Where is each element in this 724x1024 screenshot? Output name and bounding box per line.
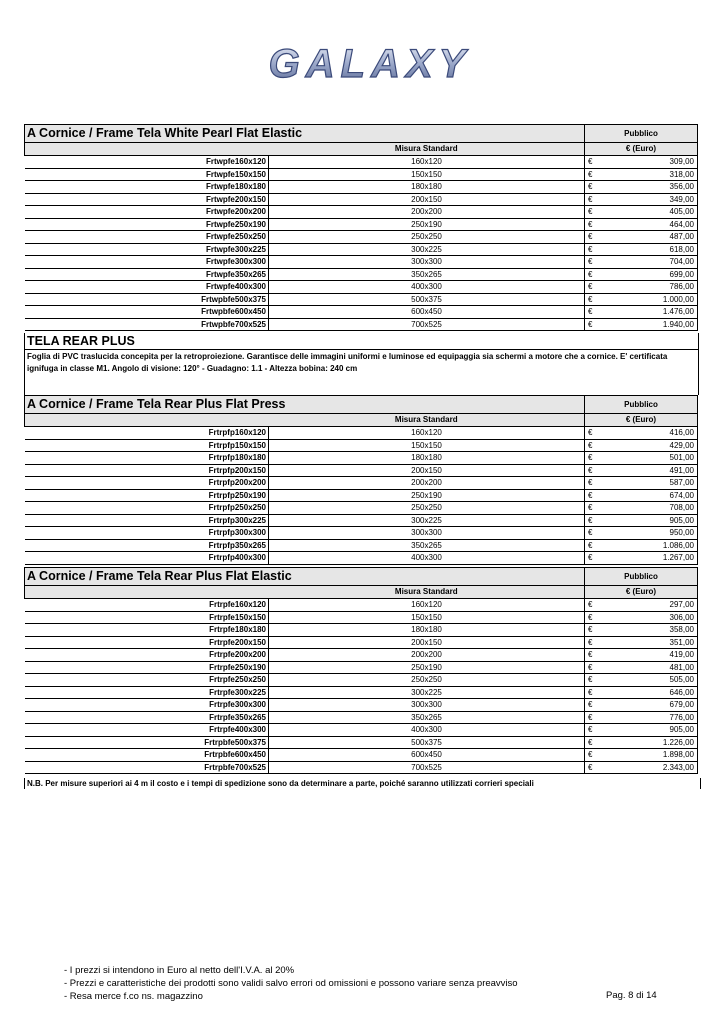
price-cell: 1.000,00	[597, 293, 698, 306]
table-row	[25, 502, 698, 515]
table-row	[25, 724, 698, 737]
currency-cell: €	[585, 477, 597, 490]
currency-cell: €	[585, 243, 597, 256]
product-code: Frtrpfe350x265	[25, 711, 269, 724]
table-row	[25, 293, 698, 306]
currency-cell: €	[585, 749, 597, 762]
product-code: Frtrpfe200x200	[25, 649, 269, 662]
price-cell: 905,00	[597, 724, 698, 737]
size-cell: 500x375	[269, 736, 585, 749]
product-code: Frtrpfp300x300	[25, 527, 269, 540]
table-row	[25, 193, 698, 206]
product-code: Frtwpfe150x150	[25, 168, 269, 181]
table-row	[25, 218, 698, 231]
table-row	[25, 256, 698, 269]
product-code: Frtwpbfe700x525	[25, 318, 269, 331]
price-section-rear-plus-press	[24, 395, 697, 565]
price-cell: 708,00	[597, 502, 698, 515]
price-cell: 1.226,00	[597, 736, 698, 749]
price-cell: 905,00	[597, 514, 698, 527]
currency-cell: €	[585, 489, 597, 502]
product-code: Frtwpfe180x180	[25, 181, 269, 194]
table-row	[25, 452, 698, 465]
currency-cell: €	[585, 611, 597, 624]
price-table	[24, 124, 698, 331]
galaxy-logo	[250, 44, 490, 84]
table-row	[25, 243, 698, 256]
currency-cell: €	[585, 502, 597, 515]
currency-cell: €	[585, 552, 597, 565]
currency-cell: €	[585, 281, 597, 294]
footer-notes	[64, 964, 518, 1003]
size-cell: 350x265	[269, 711, 585, 724]
table-row	[25, 699, 698, 712]
currency-cell: €	[585, 514, 597, 527]
product-code: Frtrpfe200x150	[25, 636, 269, 649]
currency-cell: €	[585, 231, 597, 244]
size-cell: 200x200	[269, 477, 585, 490]
product-code: Frtrpfp300x225	[25, 514, 269, 527]
product-code: Frtwpfe160x120	[25, 156, 269, 169]
price-cell: 481,00	[597, 661, 698, 674]
table-row	[25, 439, 698, 452]
currency-cell: €	[585, 711, 597, 724]
price-cell: 351,00	[597, 636, 698, 649]
product-code: Frtrpfe300x225	[25, 686, 269, 699]
misura-header: Misura Standard	[269, 143, 585, 156]
size-cell: 600x450	[269, 306, 585, 319]
size-cell: 400x300	[269, 552, 585, 565]
table-row	[25, 749, 698, 762]
product-code: Frtwpfe300x225	[25, 243, 269, 256]
table-row	[25, 306, 698, 319]
table-row	[25, 711, 698, 724]
price-cell: 1.898,00	[597, 749, 698, 762]
price-cell: 419,00	[597, 649, 698, 662]
page-number: Pag. 8 di 14	[606, 990, 657, 1001]
table-row	[25, 427, 698, 440]
table-row	[25, 686, 698, 699]
size-cell: 300x300	[269, 256, 585, 269]
table-row	[25, 661, 698, 674]
currency-cell: €	[585, 649, 597, 662]
size-cell: 150x150	[269, 439, 585, 452]
product-code: Frtrpfp160x120	[25, 427, 269, 440]
price-cell: 487,00	[597, 231, 698, 244]
size-cell: 300x300	[269, 527, 585, 540]
size-cell: 160x120	[269, 599, 585, 612]
size-cell: 400x300	[269, 281, 585, 294]
size-cell: 200x150	[269, 464, 585, 477]
size-cell: 250x190	[269, 489, 585, 502]
price-cell: 309,00	[597, 156, 698, 169]
price-cell: 405,00	[597, 206, 698, 219]
price-cell: 505,00	[597, 674, 698, 687]
misura-header: Misura Standard	[269, 586, 585, 599]
price-cell: 786,00	[597, 281, 698, 294]
currency-cell: €	[585, 452, 597, 465]
table-row	[25, 599, 698, 612]
price-cell: 501,00	[597, 452, 698, 465]
table-row	[25, 489, 698, 502]
product-code: Frtrpfp150x150	[25, 439, 269, 452]
product-code: Frtrpfe150x150	[25, 611, 269, 624]
price-cell: 349,00	[597, 193, 698, 206]
price-cell: 297,00	[597, 599, 698, 612]
price-cell: 491,00	[597, 464, 698, 477]
misura-header: Misura Standard	[269, 414, 585, 427]
size-cell: 150x150	[269, 168, 585, 181]
table-row	[25, 318, 698, 331]
product-code: Frtrpbfe600x450	[25, 749, 269, 762]
currency-cell: €	[585, 661, 597, 674]
table-row	[25, 611, 698, 624]
price-cell: 1.476,00	[597, 306, 698, 319]
size-cell: 350x265	[269, 539, 585, 552]
table-row	[25, 636, 698, 649]
product-code: Frtrpfe300x300	[25, 699, 269, 712]
price-cell: 2.343,00	[597, 761, 698, 774]
size-cell: 700x525	[269, 761, 585, 774]
price-cell: 356,00	[597, 181, 698, 194]
currency-cell: €	[585, 193, 597, 206]
tela-rear-plus-description: Foglia di PVC traslucida concepita per la retroproiezione. Garantisce delle immagini uniformi e luminose ed equipaggia sia schermi a motore che a cornice. E' certificata ignifuga in classe M1. Angolo di visione: 120° - Guadagno: 1.1 - Altezza bobina: 240 cm	[27, 352, 668, 373]
product-code: Frtrpfp250x190	[25, 489, 269, 502]
currency-cell: €	[585, 218, 597, 231]
svg-text:GALAXY: GALAXY	[268, 44, 472, 84]
table-row	[25, 624, 698, 637]
size-cell: 300x225	[269, 243, 585, 256]
currency-cell: €	[585, 674, 597, 687]
currency-cell: €	[585, 527, 597, 540]
product-code: Frtrpbfe700x525	[25, 761, 269, 774]
currency-cell: €	[585, 293, 597, 306]
price-cell: 618,00	[597, 243, 698, 256]
product-code: Frtwpfe300x300	[25, 256, 269, 269]
price-cell: 646,00	[597, 686, 698, 699]
currency-cell: €	[585, 624, 597, 637]
price-section-rear-plus-elastic	[24, 567, 697, 774]
size-cell: 250x190	[269, 218, 585, 231]
table-row	[25, 281, 698, 294]
price-cell: 587,00	[597, 477, 698, 490]
product-code: Frtwpfe350x265	[25, 268, 269, 281]
size-cell: 300x225	[269, 686, 585, 699]
currency-cell: €	[585, 156, 597, 169]
currency-cell: €	[585, 736, 597, 749]
pubblico-header: Pubblico	[585, 125, 698, 143]
product-code: Frtrpfe160x120	[25, 599, 269, 612]
table-row	[25, 231, 698, 244]
price-section-white-pearl	[24, 124, 697, 331]
product-code: Frtrpfp250x250	[25, 502, 269, 515]
currency-cell: €	[585, 427, 597, 440]
product-code: Frtwpfe200x200	[25, 206, 269, 219]
tela-rear-plus-block	[24, 333, 699, 395]
price-cell: 704,00	[597, 256, 698, 269]
price-cell: 679,00	[597, 699, 698, 712]
footer-line: - Prezzi e caratteristiche dei prodotti sono validi salvo errori od omissioni e possono variare senza preavviso	[64, 978, 518, 989]
size-cell: 400x300	[269, 724, 585, 737]
size-cell: 180x180	[269, 452, 585, 465]
price-cell: 358,00	[597, 624, 698, 637]
size-cell: 300x225	[269, 514, 585, 527]
currency-cell: €	[585, 699, 597, 712]
footer-line: - Resa merce f.co ns. magazzino	[64, 991, 203, 1002]
pubblico-header: Pubblico	[585, 568, 698, 586]
price-cell: 318,00	[597, 168, 698, 181]
price-cell: 1.086,00	[597, 539, 698, 552]
shipping-note: N.B. Per misure superiori ai 4 m il costo e i tempi di spedizione sono da determinare a parte, poiché saranno utilizzati corrieri speciali	[24, 778, 701, 789]
currency-cell: €	[585, 318, 597, 331]
price-table	[24, 567, 698, 774]
currency-cell: €	[585, 306, 597, 319]
product-code: Frtrpfp350x265	[25, 539, 269, 552]
product-code: Frtrpbfe500x375	[25, 736, 269, 749]
size-cell: 200x150	[269, 636, 585, 649]
table-row	[25, 206, 698, 219]
currency-cell: €	[585, 439, 597, 452]
product-code: Frtwpfe200x150	[25, 193, 269, 206]
currency-cell: €	[585, 256, 597, 269]
product-code: Frtrpfp180x180	[25, 452, 269, 465]
size-cell: 300x300	[269, 699, 585, 712]
price-cell: 416,00	[597, 427, 698, 440]
currency-cell: €	[585, 268, 597, 281]
product-code: Frtwpfe250x250	[25, 231, 269, 244]
currency-cell: €	[585, 206, 597, 219]
product-code: Frtrpfe250x250	[25, 674, 269, 687]
product-code: Frtwpfe250x190	[25, 218, 269, 231]
footer-line: - I prezzi si intendono in Euro al netto dell'I.V.A. al 20%	[64, 965, 295, 976]
price-cell: 776,00	[597, 711, 698, 724]
currency-cell: €	[585, 761, 597, 774]
product-code: Frtrpfe400x300	[25, 724, 269, 737]
table-row	[25, 649, 698, 662]
table-row	[25, 552, 698, 565]
size-cell: 180x180	[269, 624, 585, 637]
euro-header: € (Euro)	[585, 414, 698, 427]
pubblico-header: Pubblico	[585, 396, 698, 414]
size-cell: 600x450	[269, 749, 585, 762]
currency-cell: €	[585, 686, 597, 699]
table-row	[25, 527, 698, 540]
size-cell: 160x120	[269, 156, 585, 169]
product-code: Frtrpfp200x200	[25, 477, 269, 490]
table-row	[25, 514, 698, 527]
section-title: A Cornice / Frame Tela Rear Plus Flat Press	[25, 396, 585, 414]
currency-cell: €	[585, 464, 597, 477]
product-code: Frtrpfe250x190	[25, 661, 269, 674]
currency-cell: €	[585, 539, 597, 552]
price-cell: 674,00	[597, 489, 698, 502]
size-cell: 700x525	[269, 318, 585, 331]
table-row	[25, 674, 698, 687]
section-title: A Cornice / Frame Tela Rear Plus Flat Elastic	[25, 568, 585, 586]
product-code: Frtrpfp200x150	[25, 464, 269, 477]
currency-cell: €	[585, 168, 597, 181]
price-cell: 950,00	[597, 527, 698, 540]
size-cell: 250x250	[269, 502, 585, 515]
product-code: Frtrpfp400x300	[25, 552, 269, 565]
table-row	[25, 477, 698, 490]
size-cell: 250x250	[269, 231, 585, 244]
price-cell: 1.267,00	[597, 552, 698, 565]
table-row	[25, 464, 698, 477]
section-title: A Cornice / Frame Tela White Pearl Flat Elastic	[25, 125, 585, 143]
size-cell: 200x200	[269, 206, 585, 219]
product-code: Frtwpbfe500x375	[25, 293, 269, 306]
size-cell: 250x250	[269, 674, 585, 687]
table-row	[25, 156, 698, 169]
price-cell: 464,00	[597, 218, 698, 231]
currency-cell: €	[585, 724, 597, 737]
euro-header: € (Euro)	[585, 143, 698, 156]
price-cell: 699,00	[597, 268, 698, 281]
currency-cell: €	[585, 181, 597, 194]
size-cell: 350x265	[269, 268, 585, 281]
size-cell: 160x120	[269, 427, 585, 440]
table-row	[25, 761, 698, 774]
table-row	[25, 736, 698, 749]
product-code: Frtrpfe180x180	[25, 624, 269, 637]
table-row	[25, 181, 698, 194]
size-cell: 150x150	[269, 611, 585, 624]
currency-cell: €	[585, 599, 597, 612]
price-cell: 1.940,00	[597, 318, 698, 331]
currency-cell: €	[585, 636, 597, 649]
table-row	[25, 539, 698, 552]
table-row	[25, 168, 698, 181]
product-code: Frtwpbfe600x450	[25, 306, 269, 319]
tela-rear-plus-title: TELA REAR PLUS	[25, 333, 698, 350]
size-cell: 180x180	[269, 181, 585, 194]
price-table	[24, 395, 698, 565]
table-row	[25, 268, 698, 281]
size-cell: 200x200	[269, 649, 585, 662]
price-cell: 429,00	[597, 439, 698, 452]
price-cell: 306,00	[597, 611, 698, 624]
size-cell: 500x375	[269, 293, 585, 306]
product-code: Frtwpfe400x300	[25, 281, 269, 294]
size-cell: 200x150	[269, 193, 585, 206]
size-cell: 250x190	[269, 661, 585, 674]
euro-header: € (Euro)	[585, 586, 698, 599]
